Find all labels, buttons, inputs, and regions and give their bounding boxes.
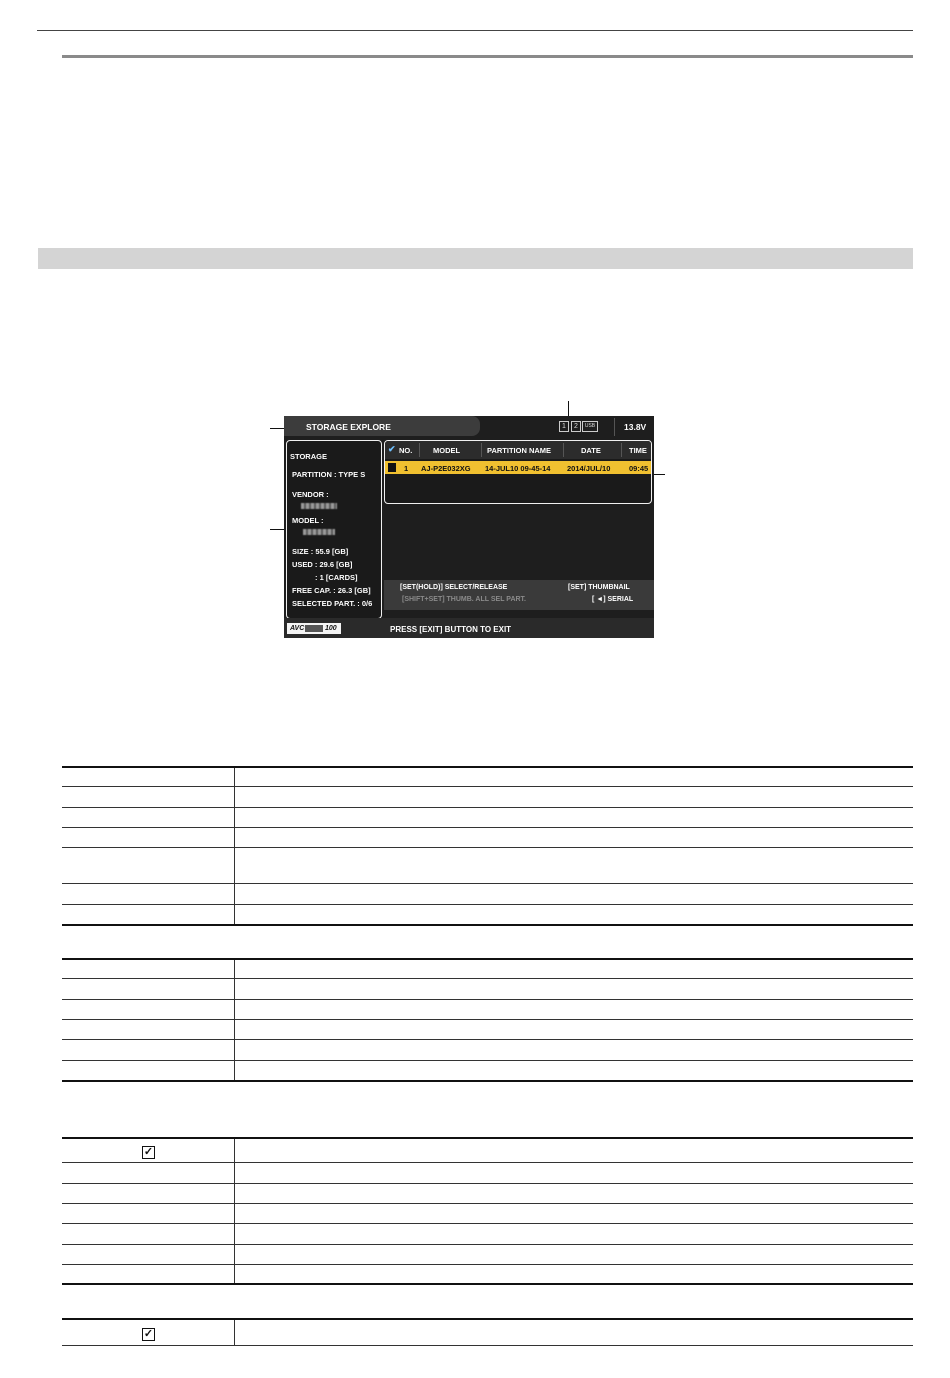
section-rule [62, 55, 913, 58]
info-model-label: MODEL : [292, 516, 324, 525]
info-used: USED : 29.6 [GB] [292, 560, 353, 569]
section-heading-band [38, 248, 913, 269]
check-icon: ✔ [388, 444, 396, 454]
list-item[interactable] [385, 461, 651, 474]
info-selected-part: SELECTED PART. : 0/6 [292, 599, 373, 608]
partition-list [384, 440, 652, 504]
info-free-cap: FREE CAP. : 26.3 [GB] [292, 586, 371, 595]
info-heading: STORAGE [290, 452, 327, 461]
slot-indicator-usb: USB [582, 421, 598, 432]
page-top-rule [37, 30, 913, 31]
help-thumbnail: [SET] THUMBNAIL [568, 584, 630, 591]
screen-title: STORAGE EXPLORE [306, 422, 391, 432]
header-date: DATE [581, 446, 601, 455]
header-model: MODEL [433, 446, 461, 455]
header-no: NO. [399, 446, 413, 455]
info-size: SIZE : 55.9 [GB] [292, 547, 349, 556]
help-serial: [ ◄] SERIAL [592, 596, 634, 603]
info-vendor-label: VENDOR : [292, 490, 329, 499]
help-shift-set: [SHIFT+SET] THUMB. ALL SEL PART. [402, 596, 526, 603]
table-3 [62, 1137, 913, 1287]
help-bar [384, 580, 654, 610]
row-partition-name: 14-JUL10 09-45-14 [485, 464, 551, 473]
checkmark-icon: ✓ [143, 1328, 154, 1340]
header-time: TIME [629, 446, 647, 455]
table-4 [62, 1318, 913, 1348]
row-time: 09:45 [629, 464, 649, 473]
table-2 [62, 958, 913, 1084]
row-model: AJ-P2E032XG [421, 464, 471, 473]
slot-indicator-1: 1 [559, 421, 569, 432]
vendor-value-blurred [301, 503, 337, 509]
help-select-release: [SET(HOLD)] SELECT/RELEASE [400, 584, 508, 591]
slot-indicator-2: 2 [571, 421, 581, 432]
battery-voltage: 13.8V [624, 422, 647, 432]
title-separator [614, 418, 615, 436]
selection-box[interactable] [388, 463, 396, 472]
bottom-bar [284, 618, 654, 638]
checkmark-icon: ✓ [143, 1146, 154, 1158]
storage-explore-screen [284, 416, 654, 638]
info-partition: PARTITION : TYPE S [292, 470, 366, 479]
row-date: 2014/JUL/10 [567, 464, 611, 473]
table-1 [62, 766, 913, 928]
info-cards: : 1 [CARDS] [315, 573, 358, 582]
title-bar [284, 416, 480, 436]
row-no: 1 [404, 464, 409, 473]
list-header [385, 441, 651, 459]
storage-info-panel [286, 440, 382, 619]
exit-instruction: PRESS [EXIT] BUTTON TO EXIT [390, 625, 512, 634]
model-value-blurred [303, 529, 335, 535]
avc-intra-logo: AVC 100 [287, 623, 341, 634]
header-partition-name: PARTITION NAME [487, 446, 552, 455]
